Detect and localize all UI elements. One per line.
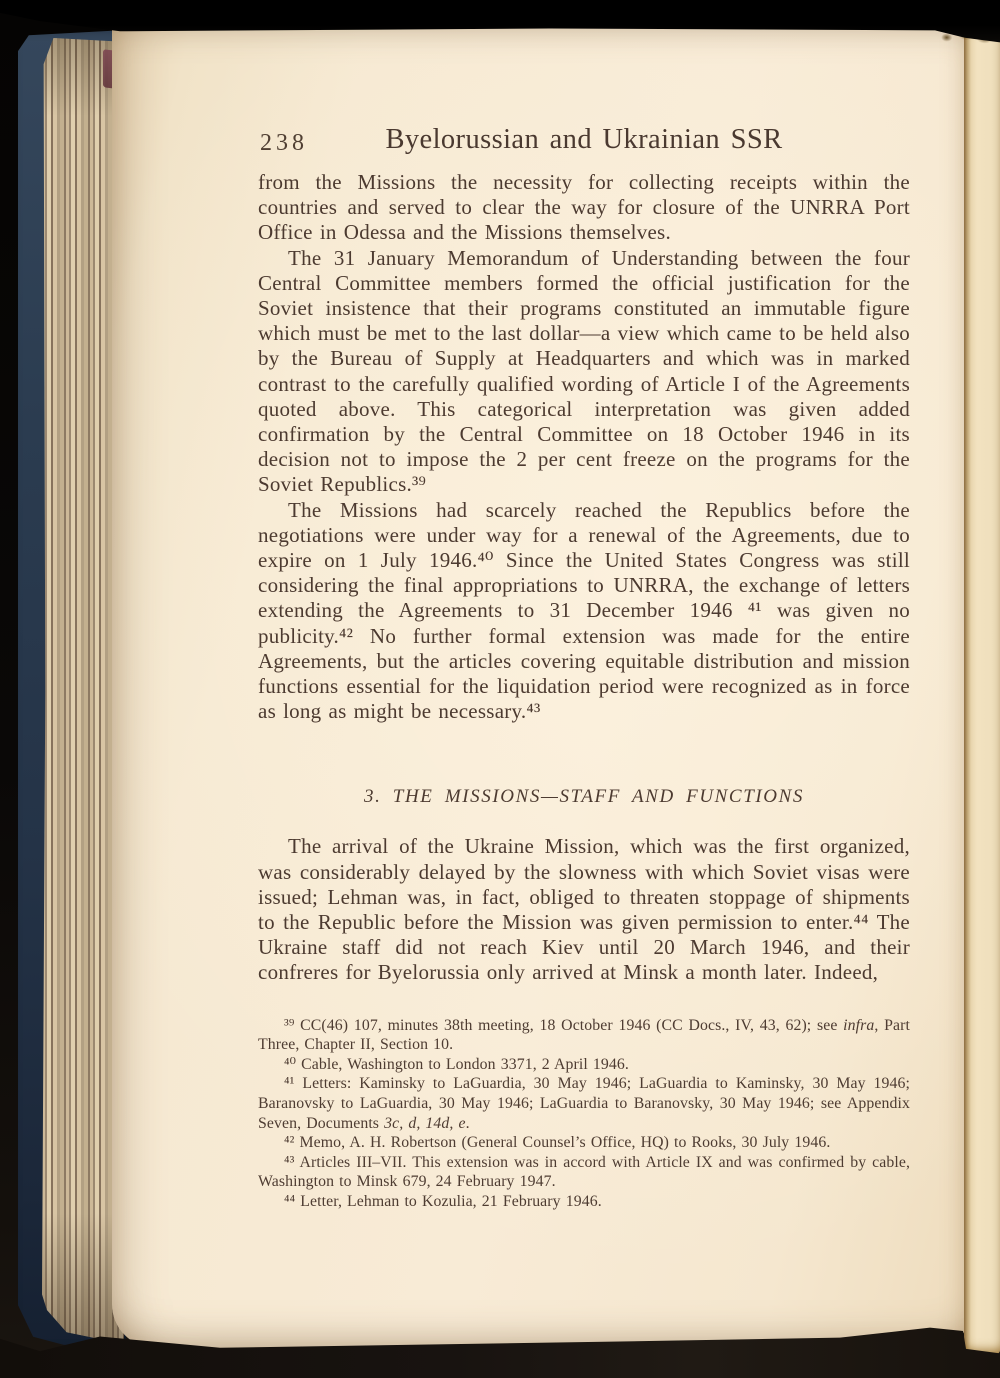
footnote-italic: 3c, d, 14d, e — [384, 1114, 466, 1132]
footnote: ⁴¹ Letters: Kaminsky to LaGuardia, 30 May 1946; LaGuardia to Kaminsky, 30 May 1946; Baranovsky to LaGuardia, 30 May 1946; LaGuardia to Baranovsky, 30 May 1946; see Appendix Seven, Documents 3c, d, 14d, e. — [258, 1075, 910, 1132]
body-paragraph: from the Missions the necessity for collecting receipts within the countries and served to clear the way for closure of the UNRRA Port Office in Odessa and the Missions themselves. — [258, 170, 910, 245]
footnote-italic: infra — [843, 1016, 875, 1034]
footnote: ³⁹ CC(46) 107, minutes 38th meeting, 18 October 1946 (CC Docs., IV, 43, 62); see infra, Part Three, Chapter II, Section 10. — [258, 1016, 910, 1054]
section-heading: 3. THE MISSIONS—STAFF AND FUNCTIONS — [363, 786, 804, 808]
page-header — [258, 124, 910, 160]
body-paragraph: The Missions had scarcely reached the Republics before the negotiations were under way for a renewal of the Agreements, due to expire on 1 July 1946.⁴⁰ Since the United States Congress was still considering the final appropriations to UNRRA, the exchange of letters extending the Agreements to 31 December 1946 ⁴¹ was given no publicity.⁴² No further formal extension was made for the entire Agreements, but the articles covering equitable distribution and mission functions essential for the liquidation period were recognized as in force as long as might be necessary.⁴³ — [258, 497, 910, 724]
footnote: ⁴² Memo, A. H. Robertson (General Counsel’s Office, HQ) to Rooks, 30 July 1946. — [284, 1134, 831, 1152]
footnote: ⁴⁰ Cable, Washington to London 3371, 2 April 1946. — [284, 1055, 629, 1073]
page-number: 238 — [260, 130, 308, 156]
footnote: ⁴³ Articles III–VII. This extension was in accord with Article IX and was confirmed by cable, Washington to Minsk 679, 24 February 1947. — [258, 1153, 910, 1191]
book-page — [112, 22, 966, 1348]
body-paragraph: The arrival of the Ukraine Mission, which was the first organized, was considerably delayed by the slowness with which Soviet visas were issued; Lehman was, in fact, obliged to threaten stoppage of shipments to the Republic before the Mission was given permission to enter.⁴⁴ The Ukraine staff did not reach Kiev until 20 March 1946, and their confreres for Byelorussia only arrived at Minsk a month later. Indeed, — [258, 834, 910, 985]
footnote: ⁴⁴ Letter, Lehman to Kozulia, 21 February 1946. — [284, 1193, 602, 1211]
body-paragraph: The 31 January Memorandum of Understanding between the four Central Committee members formed the official justification for the Soviet insistence that their programs constituted an immutable figure which must be met to the last dollar—a view which came to be held also by the Bureau of Supply at Headquarters and which was in marked contrast to the carefully qualified wording of Article I of the Agreements quoted above. This categorical interpretation was given added confirmation by the Central Committee on 18 October 1946 in its decision not to impose the 2 per cent freeze on the programs for the Soviet Republics.³⁹ — [258, 245, 910, 497]
footnotes — [258, 1016, 910, 1212]
page-text-block — [258, 124, 910, 1212]
body-copy — [258, 170, 910, 986]
facing-page-edge — [964, 20, 1000, 1354]
running-head: Byelorussian and Ukrainian SSR — [385, 124, 783, 155]
